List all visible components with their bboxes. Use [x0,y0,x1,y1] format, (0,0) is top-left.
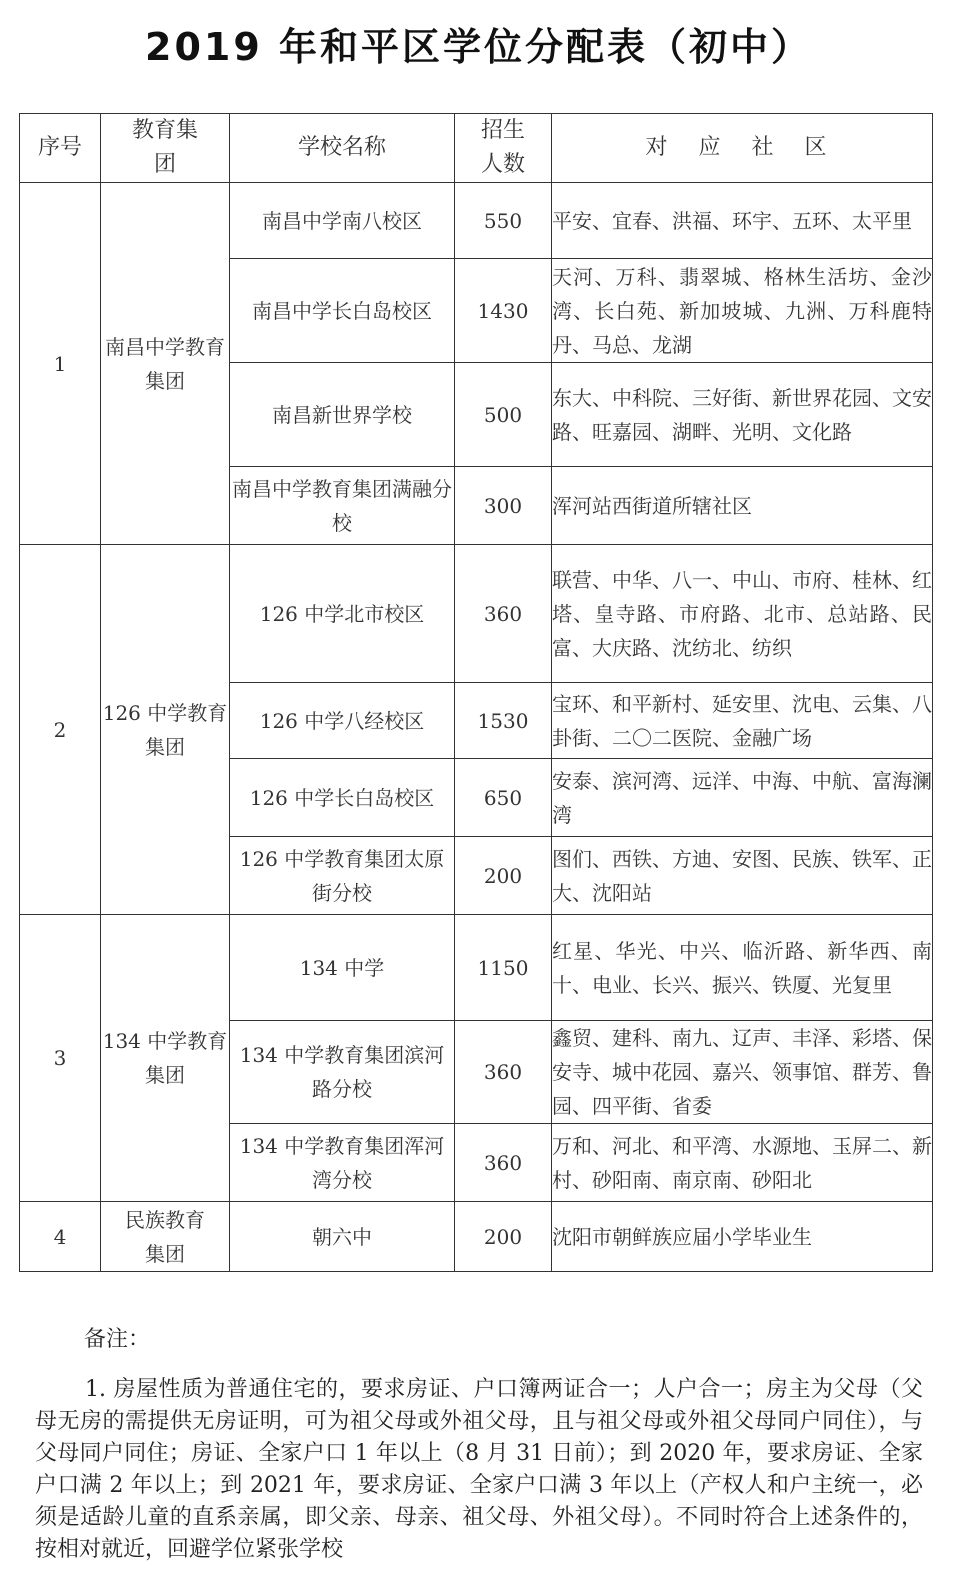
school-name: 134 中学 [230,915,455,1021]
school-name: 南昌中学长白岛校区 [230,259,455,363]
allocation-table [19,113,933,1272]
school-name: 134 中学教育集团浑河湾分校 [230,1124,455,1202]
table-row [20,1202,933,1272]
school-name: 126 中学长白岛校区 [230,759,455,837]
community-list: 红星、华光、中兴、临沂路、新华西、南十、电业、长兴、振兴、铁厦、光复里 [552,915,933,1021]
enrollment-count: 650 [455,759,552,837]
enrollment-count: 360 [455,1021,552,1124]
enrollment-count: 360 [455,545,552,683]
notes-section [35,1318,923,1566]
enrollment-count: 360 [455,1124,552,1202]
community-list: 万和、河北、和平湾、水源地、玉屏二、新村、砂阳南、南京南、砂阳北 [552,1124,933,1202]
community-list: 图们、西铁、方迪、安图、民族、铁军、正大、沈阳站 [552,837,933,915]
document-title: 2019 年和平区学位分配表（初中） [145,25,812,69]
group-seq: 1 [20,183,101,545]
header-school: 学校名称 [230,114,455,183]
community-list: 东大、中科院、三好街、新世界花园、文安路、旺嘉园、湖畔、光明、文化路 [552,363,933,467]
notes-item-1: 1. 房屋性质为普通住宅的，要求房证、户口簿两证合一；人户合一；房主为父母（父母无房的需提供无房证明，可为祖父母或外祖父母，且与祖父母或外祖父母同户同住），与父母同户同住；房证、全家户口 1 年以上（8 月 31 日前）；到 2020 年，要求房证、全家户口满 2 年以上；到 2021 年，要求房证、全家户口满 3 年以上（产权人和户主统一，必须是适龄儿童的直系亲属，即父亲、母亲、祖父母、外祖父母）。不同时符合上述条件的，按相对就近，回避学位紧张学校 [35,1377,923,1562]
table-row [20,545,933,683]
header-count: 招生人数 [455,114,552,183]
group-name: 134 中学教育集团 [101,915,230,1202]
enrollment-count: 200 [455,837,552,915]
school-name: 朝六中 [230,1202,455,1272]
header-seq: 序号 [20,114,101,183]
school-name: 126 中学教育集团太原街分校 [230,837,455,915]
group-seq: 2 [20,545,101,915]
enrollment-count: 500 [455,363,552,467]
group-seq: 3 [20,915,101,1202]
community-list: 联营、中华、八一、中山、市府、桂林、红塔、皇寺路、市府路、北市、总站路、民富、大庆路、沈纺北、纺织 [552,545,933,683]
enrollment-count: 1150 [455,915,552,1021]
community-list: 浑河站西街道所辖社区 [552,467,933,545]
community-list: 平安、宜春、洪福、环宇、五环、太平里 [552,183,933,259]
community-list: 宝环、和平新村、延安里、沈电、云集、八卦街、二〇二医院、金融广场 [552,683,933,759]
community-list: 鑫贸、建科、南九、辽声、丰泽、彩塔、保安寺、城中花园、嘉兴、领事馆、群芳、鲁园、四平街、省委 [552,1021,933,1124]
community-list: 沈阳市朝鲜族应届小学毕业生 [552,1202,933,1272]
table-header-row [20,114,933,183]
school-name: 134 中学教育集团滨河路分校 [230,1021,455,1124]
enrollment-count: 1530 [455,683,552,759]
school-name: 126 中学八经校区 [230,683,455,759]
group-name: 民族教育集团 [101,1202,230,1272]
group-seq: 4 [20,1202,101,1272]
enrollment-count: 1430 [455,259,552,363]
table-row [20,183,933,259]
notes-heading: 备注： [84,1327,151,1352]
header-community: 对 应 社 区 [552,114,933,183]
group-name: 南昌中学教育集团 [101,183,230,545]
school-name: 南昌新世界学校 [230,363,455,467]
school-name: 126 中学北市校区 [230,545,455,683]
school-name: 南昌中学南八校区 [230,183,455,259]
enrollment-count: 550 [455,183,552,259]
enrollment-count: 300 [455,467,552,545]
community-list: 安泰、滨河湾、远洋、中海、中航、富海澜湾 [552,759,933,837]
group-name: 126 中学教育集团 [101,545,230,915]
header-group: 教育集团 [101,114,230,183]
community-list: 天河、万科、翡翠城、格林生活坊、金沙湾、长白苑、新加坡城、九洲、万科鹿特丹、马总、龙湖 [552,259,933,363]
enrollment-count: 200 [455,1202,552,1272]
table-row [20,915,933,1021]
school-name: 南昌中学教育集团满融分校 [230,467,455,545]
